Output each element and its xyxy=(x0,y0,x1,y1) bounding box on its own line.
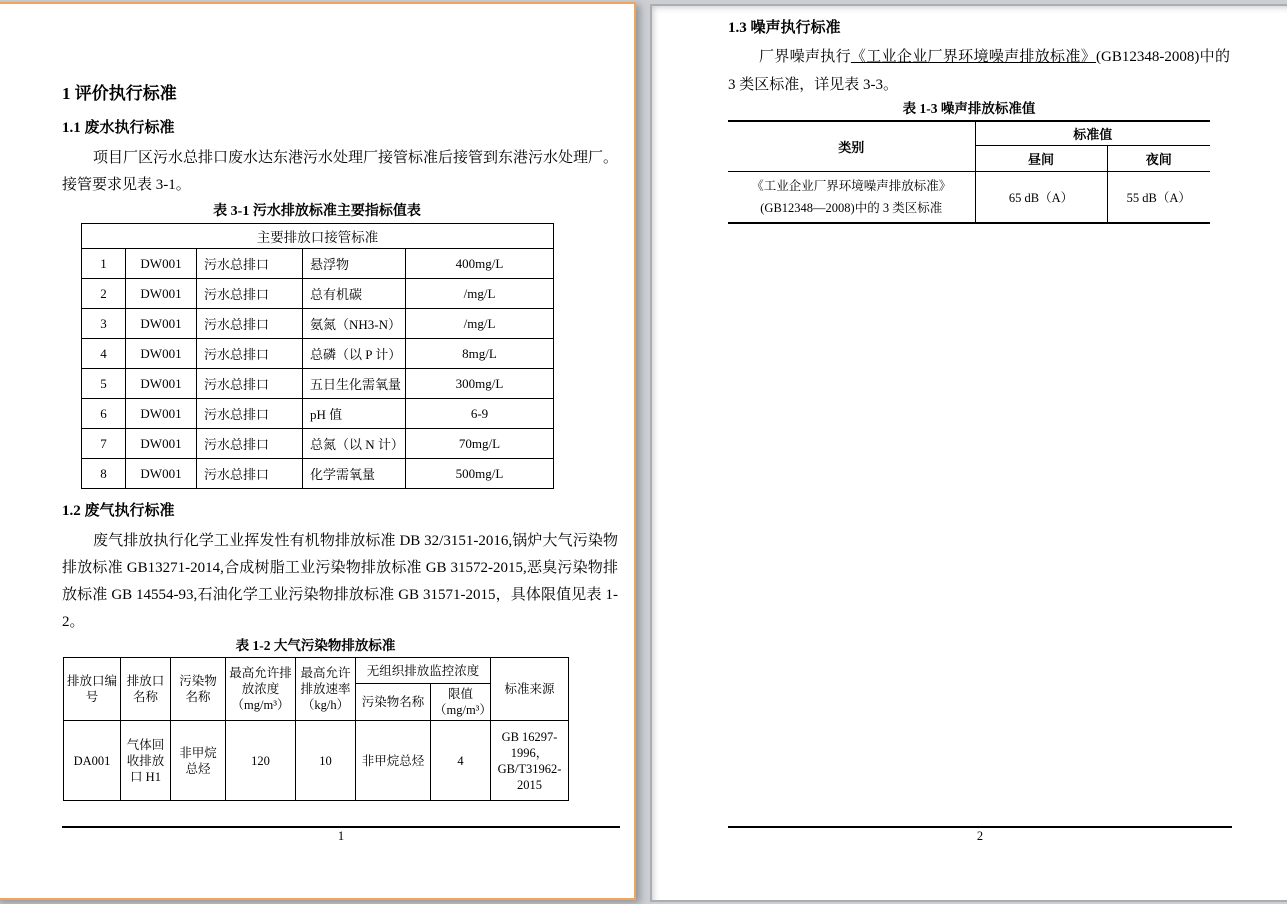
merged-header-cell: 主要排放口接管标准 xyxy=(82,224,554,249)
table-cell: DW001 xyxy=(126,369,197,399)
header-cell-standard-value: 标准值 xyxy=(975,121,1210,145)
table-row xyxy=(82,399,554,429)
header-cell-fugitive-pollutant: 污染物名称 xyxy=(356,684,431,721)
header-cell-max-rate: 最高允许排放速率（kg/h） xyxy=(296,658,356,721)
table-cell: DW001 xyxy=(126,309,197,339)
table-cell: 8mg/L xyxy=(406,339,554,369)
table-cell: DA001 xyxy=(64,721,121,801)
table-row xyxy=(82,279,554,309)
daytime-value-cell: 65 dB（A） xyxy=(975,171,1107,223)
category-line-2: (GB12348—2008)中的 3 类区标准 xyxy=(760,200,943,215)
header-cell-outlet-name: 排放口名称 xyxy=(121,658,171,721)
table-cell: 3 xyxy=(82,309,126,339)
category-cell xyxy=(728,171,975,223)
header-cell-fugitive-group: 无组织排放监控浓度 xyxy=(356,658,491,684)
header-cell-fugitive-limit: 限值（mg/m³） xyxy=(431,684,491,721)
table-cell: 污水总排口 xyxy=(197,399,303,429)
table-cell: 5 xyxy=(82,369,126,399)
table-cell: 6 xyxy=(82,399,126,429)
table-row xyxy=(82,309,554,339)
noise-paragraph xyxy=(728,43,1230,99)
table-cell: GB 16297-1996，GB/T31962-2015 xyxy=(491,721,569,801)
table-cell: 非甲烷总烃 xyxy=(356,721,431,801)
gas-paragraph: 废气排放执行化学工业挥发性有机物排放标准 DB 32/3151-2016,锅炉大气污染物排放标准 GB13271-2014,合成树脂工业污染物排放标准 GB 31572-2015,恶臭污染物排放标准 GB 14554-93,石油化学工业污染物排放标准 GB 31571-2015，具体限值见表 1-2。 xyxy=(62,533,618,630)
table-cell: 4 xyxy=(431,721,491,801)
air-pollutant-standards-table xyxy=(63,657,569,801)
table-header-row xyxy=(728,121,1210,145)
noise-paragraph-suffix: (GB12348-2008)中的 3 类区标准，详见表 3-3。 xyxy=(728,49,1230,93)
table-cell: 2 xyxy=(82,279,126,309)
table-cell: 污水总排口 xyxy=(197,279,303,309)
table-merged-header-row xyxy=(82,224,554,249)
header-cell-daytime: 昼间 xyxy=(975,145,1107,171)
table-cell: 70mg/L xyxy=(406,429,554,459)
noise-standards-table xyxy=(728,120,1210,224)
table-cell: 气体回收排放口 H1 xyxy=(121,721,171,801)
table-cell: 氨氮（NH3-N） xyxy=(303,309,406,339)
table-cell: 污水总排口 xyxy=(197,459,303,489)
table-cell: DW001 xyxy=(126,249,197,279)
book-title-underlined: 《工业企业厂界环境噪声排放标准》 xyxy=(850,49,1097,65)
table-header-row xyxy=(64,658,569,684)
header-cell-max-concentration: 最高允许排放浓度（mg/m³） xyxy=(226,658,296,721)
table-cell: 污水总排口 xyxy=(197,339,303,369)
table-cell: pH 值 xyxy=(303,399,406,429)
table-cell: 悬浮物 xyxy=(303,249,406,279)
table-cell: 10 xyxy=(296,721,356,801)
table-cell: 4 xyxy=(82,339,126,369)
table-3-1-caption: 表 3-1 污水排放标准主要指标值表 xyxy=(213,204,421,219)
table-row xyxy=(728,171,1210,223)
page-footer xyxy=(728,826,1232,844)
table-cell: 120 xyxy=(226,721,296,801)
table-row xyxy=(64,721,569,801)
table-cell: 总氮（以 N 计） xyxy=(303,429,406,459)
table-cell: 非甲烷总烃 xyxy=(171,721,226,801)
table-cell: 1 xyxy=(82,249,126,279)
page-number: 1 xyxy=(337,829,345,843)
header-cell-outlet-id: 排放口编号 xyxy=(64,658,121,721)
header-cell-nighttime: 夜间 xyxy=(1107,145,1210,171)
wastewater-paragraph: 项目厂区污水总排口废水达东港污水处理厂接管标准后接管到东港污水处理厂。接管要求见表 3-1。 xyxy=(62,150,619,193)
table-row xyxy=(82,459,554,489)
table-cell: DW001 xyxy=(126,279,197,309)
table-1-3-caption: 表 1-3 噪声排放标准值 xyxy=(902,101,1036,116)
table-cell: 污水总排口 xyxy=(197,309,303,339)
noise-section-title: 1.3 噪声执行标准 xyxy=(728,20,841,36)
footer-rule xyxy=(728,826,1232,828)
table-cell: 总有机碳 xyxy=(303,279,406,309)
chapter-heading: 1 评价执行标准 xyxy=(62,84,177,103)
document-page-2 xyxy=(650,4,1287,902)
header-cell-category: 类别 xyxy=(728,121,975,171)
table-cell: 污水总排口 xyxy=(197,249,303,279)
header-cell-pollutant: 污染物名称 xyxy=(171,658,226,721)
table-cell: 6-9 xyxy=(406,399,554,429)
table-cell: DW001 xyxy=(126,399,197,429)
footer-rule xyxy=(62,826,620,828)
table-cell: 500mg/L xyxy=(406,459,554,489)
table-cell: 污水总排口 xyxy=(197,369,303,399)
gas-section-title: 1.2 废气执行标准 xyxy=(62,503,175,519)
page-number: 2 xyxy=(976,829,984,843)
header-cell-source: 标准来源 xyxy=(491,658,569,721)
page-footer xyxy=(62,826,620,844)
nighttime-value-cell: 55 dB（A） xyxy=(1126,190,1191,205)
table-cell: /mg/L xyxy=(406,279,554,309)
table-row xyxy=(82,339,554,369)
table-cell: DW001 xyxy=(126,429,197,459)
table-cell: /mg/L xyxy=(406,309,554,339)
wastewater-section-title: 1.1 废水执行标准 xyxy=(62,120,175,136)
table-cell: DW001 xyxy=(126,459,197,489)
category-line-1: 《工业企业厂界环境噪声排放标准》 xyxy=(751,178,952,193)
table-cell: 300mg/L xyxy=(406,369,554,399)
table-row xyxy=(82,429,554,459)
table-row xyxy=(82,249,554,279)
table-cell: DW001 xyxy=(126,339,197,369)
table-cell: 五日生化需氧量 xyxy=(303,369,406,399)
table-cell: 400mg/L xyxy=(406,249,554,279)
table-row xyxy=(82,369,554,399)
document-page-1 xyxy=(0,2,636,900)
noise-paragraph-prefix: 厂界噪声执行 xyxy=(759,49,851,65)
wastewater-standards-table xyxy=(81,223,554,489)
table-cell: 污水总排口 xyxy=(197,429,303,459)
table-cell: 化学需氧量 xyxy=(303,459,406,489)
table-cell: 总磷（以 P 计） xyxy=(303,339,406,369)
table-cell: 8 xyxy=(82,459,126,489)
table-cell: 7 xyxy=(82,429,126,459)
table-1-2-caption: 表 1-2 大气污染物排放标准 xyxy=(235,638,396,653)
